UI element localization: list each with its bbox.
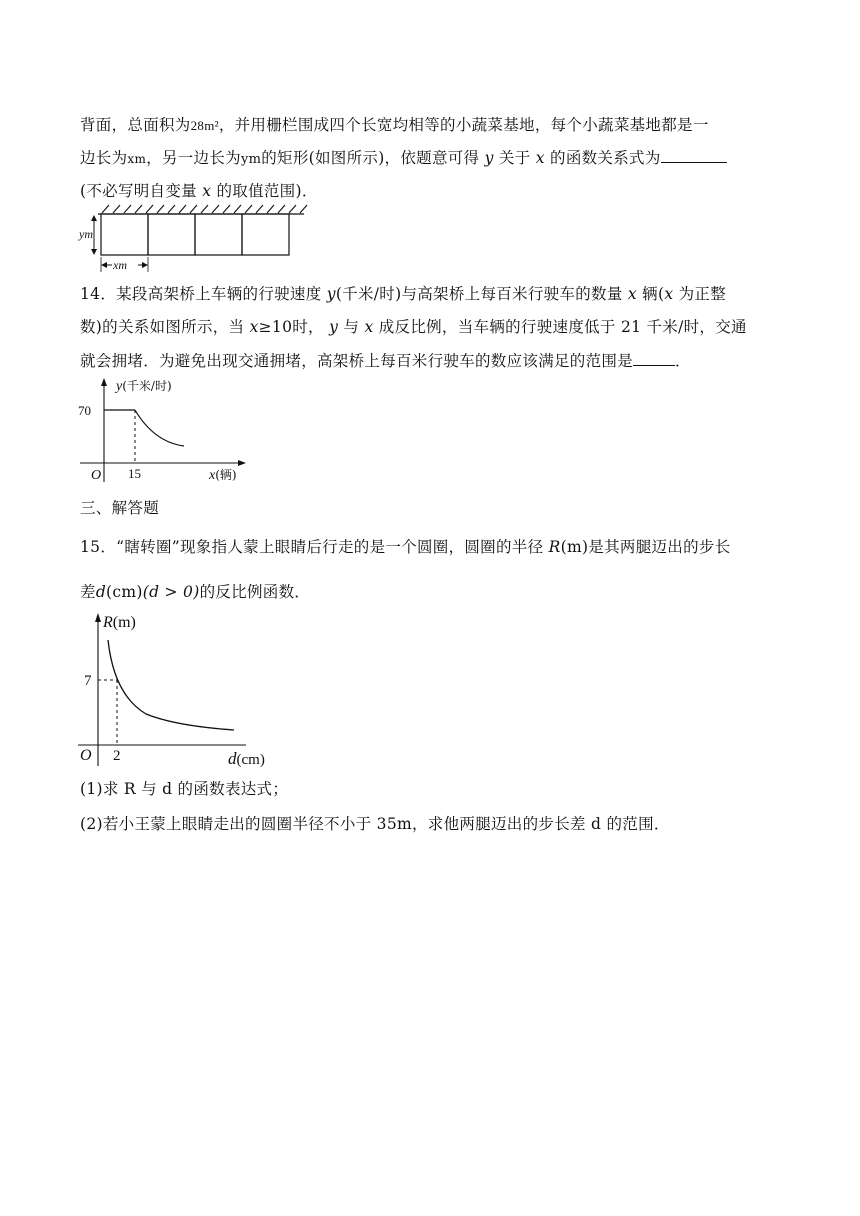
q15-line-1: [80, 535, 731, 557]
q15-text: 是其两腿迈出的步长: [588, 538, 731, 556]
q14-text: 与: [343, 318, 360, 336]
q14-line-2: [80, 315, 747, 337]
q14-text: (千米/时)与高架桥上每百米行驶车的数量: [335, 285, 623, 303]
plot-rect: [195, 214, 242, 255]
q15-condition: (d > 0): [142, 583, 200, 601]
q14-text: 就会拥堵．为避免出现交通拥堵，高架桥上每百米行驶车的数应该满足的范围是: [80, 352, 634, 370]
wall-hatching: [102, 205, 307, 213]
q14-x-tick-15: 15: [128, 466, 141, 481]
q13-text: ，并用栅栏围成四个长宽均相等的小蔬菜基地，每个小蔬菜基地都是一: [218, 116, 709, 134]
q14-text: 成反比例，当车辆的行驶速度低于 21 千米/时，交通: [378, 318, 747, 336]
var-x: x: [535, 149, 545, 167]
q15-sub-2: (2)若小王蒙上眼睛走出的圆圈半径不小于 35m，求他两腿迈出的步长差 d 的范围．: [80, 815, 670, 833]
q13-text: 的取值范围)．: [216, 182, 318, 200]
q15-text: 差: [80, 583, 96, 601]
q14-y-tick-70: 70: [78, 403, 91, 418]
var-y: y: [329, 318, 339, 336]
q15-unit: (m): [560, 538, 589, 556]
var-x: x: [202, 182, 212, 200]
q15-y-axis-label: R(m): [103, 614, 136, 631]
var-R: R: [548, 538, 561, 556]
var-x: x: [664, 285, 674, 303]
var-x: x: [627, 285, 637, 303]
plot-rect: [242, 214, 289, 255]
q14-origin: O: [91, 468, 102, 483]
q13-line-2: [80, 146, 727, 168]
q13-line-3: [80, 179, 318, 201]
q15-sub-1: (1)求 R 与 d 的函数表达式；: [80, 780, 289, 798]
q14-curve: [135, 410, 184, 446]
answer-blank[interactable]: [633, 351, 675, 366]
q15-unit: (cm): [106, 583, 143, 601]
q13-text: (不必写明自变量: [80, 182, 197, 200]
var-y: y: [326, 285, 336, 303]
var-y: y: [484, 149, 494, 167]
fence-x-label: xm: [113, 258, 127, 272]
section-title: 三、解答题: [80, 499, 160, 517]
q13-text: 关于: [498, 149, 531, 167]
q15-origin: O: [80, 747, 92, 764]
q13-line-1: [80, 113, 709, 135]
q13-text: 背面，总面积为: [80, 116, 191, 134]
fence-diagram: [76, 200, 316, 275]
q15-x-tick-2: 2: [113, 748, 121, 764]
var-d: d: [95, 583, 107, 601]
q14-y-axis-label: y(千米/时): [116, 379, 172, 394]
q14-text: 辆(: [642, 285, 665, 303]
var-x: x: [364, 318, 374, 336]
q13-text: 的函数关系式为: [550, 149, 661, 167]
fence-y-label: ym: [79, 227, 93, 241]
q13-ym: ym: [240, 152, 262, 167]
q14-graph: [76, 376, 266, 488]
q13-text: 的矩形(如图所示)，依题意可得: [261, 149, 480, 167]
answer-blank[interactable]: [661, 148, 727, 163]
q15-x-axis-label: d(cm): [228, 749, 265, 768]
q15-text: 的反比例函数．: [199, 583, 311, 601]
plot-rect: [101, 214, 148, 255]
q13-text: ，另一边长为: [146, 149, 241, 167]
q15-curve: [108, 640, 234, 730]
q14-text: ．: [675, 352, 691, 370]
q15-line-2: [80, 580, 310, 602]
q15-graph: [76, 610, 286, 770]
q13-area: 28m²: [190, 118, 219, 133]
plot-rect: [148, 214, 195, 255]
q15-text: 15．“瞎转圈”现象指人蒙上眼睛后行走的是一个圆圈，圆圈的半径: [80, 538, 544, 556]
q14-text: 数)的关系如图所示，当: [80, 318, 245, 336]
q14-text: 为正整: [678, 285, 727, 303]
q13-xm: xm: [127, 152, 147, 166]
q14-condition: ≥10时，: [258, 318, 324, 336]
q15-y-tick-7: 7: [84, 673, 92, 689]
q14-x-axis-label: x(辆): [209, 468, 237, 483]
q14-text: 14．某段高架桥上车辆的行驶速度: [80, 285, 322, 303]
var-x: x: [249, 318, 259, 336]
q14-line-1: [80, 282, 726, 304]
q13-text: 边长为: [80, 149, 128, 167]
q14-line-3: [80, 349, 691, 371]
